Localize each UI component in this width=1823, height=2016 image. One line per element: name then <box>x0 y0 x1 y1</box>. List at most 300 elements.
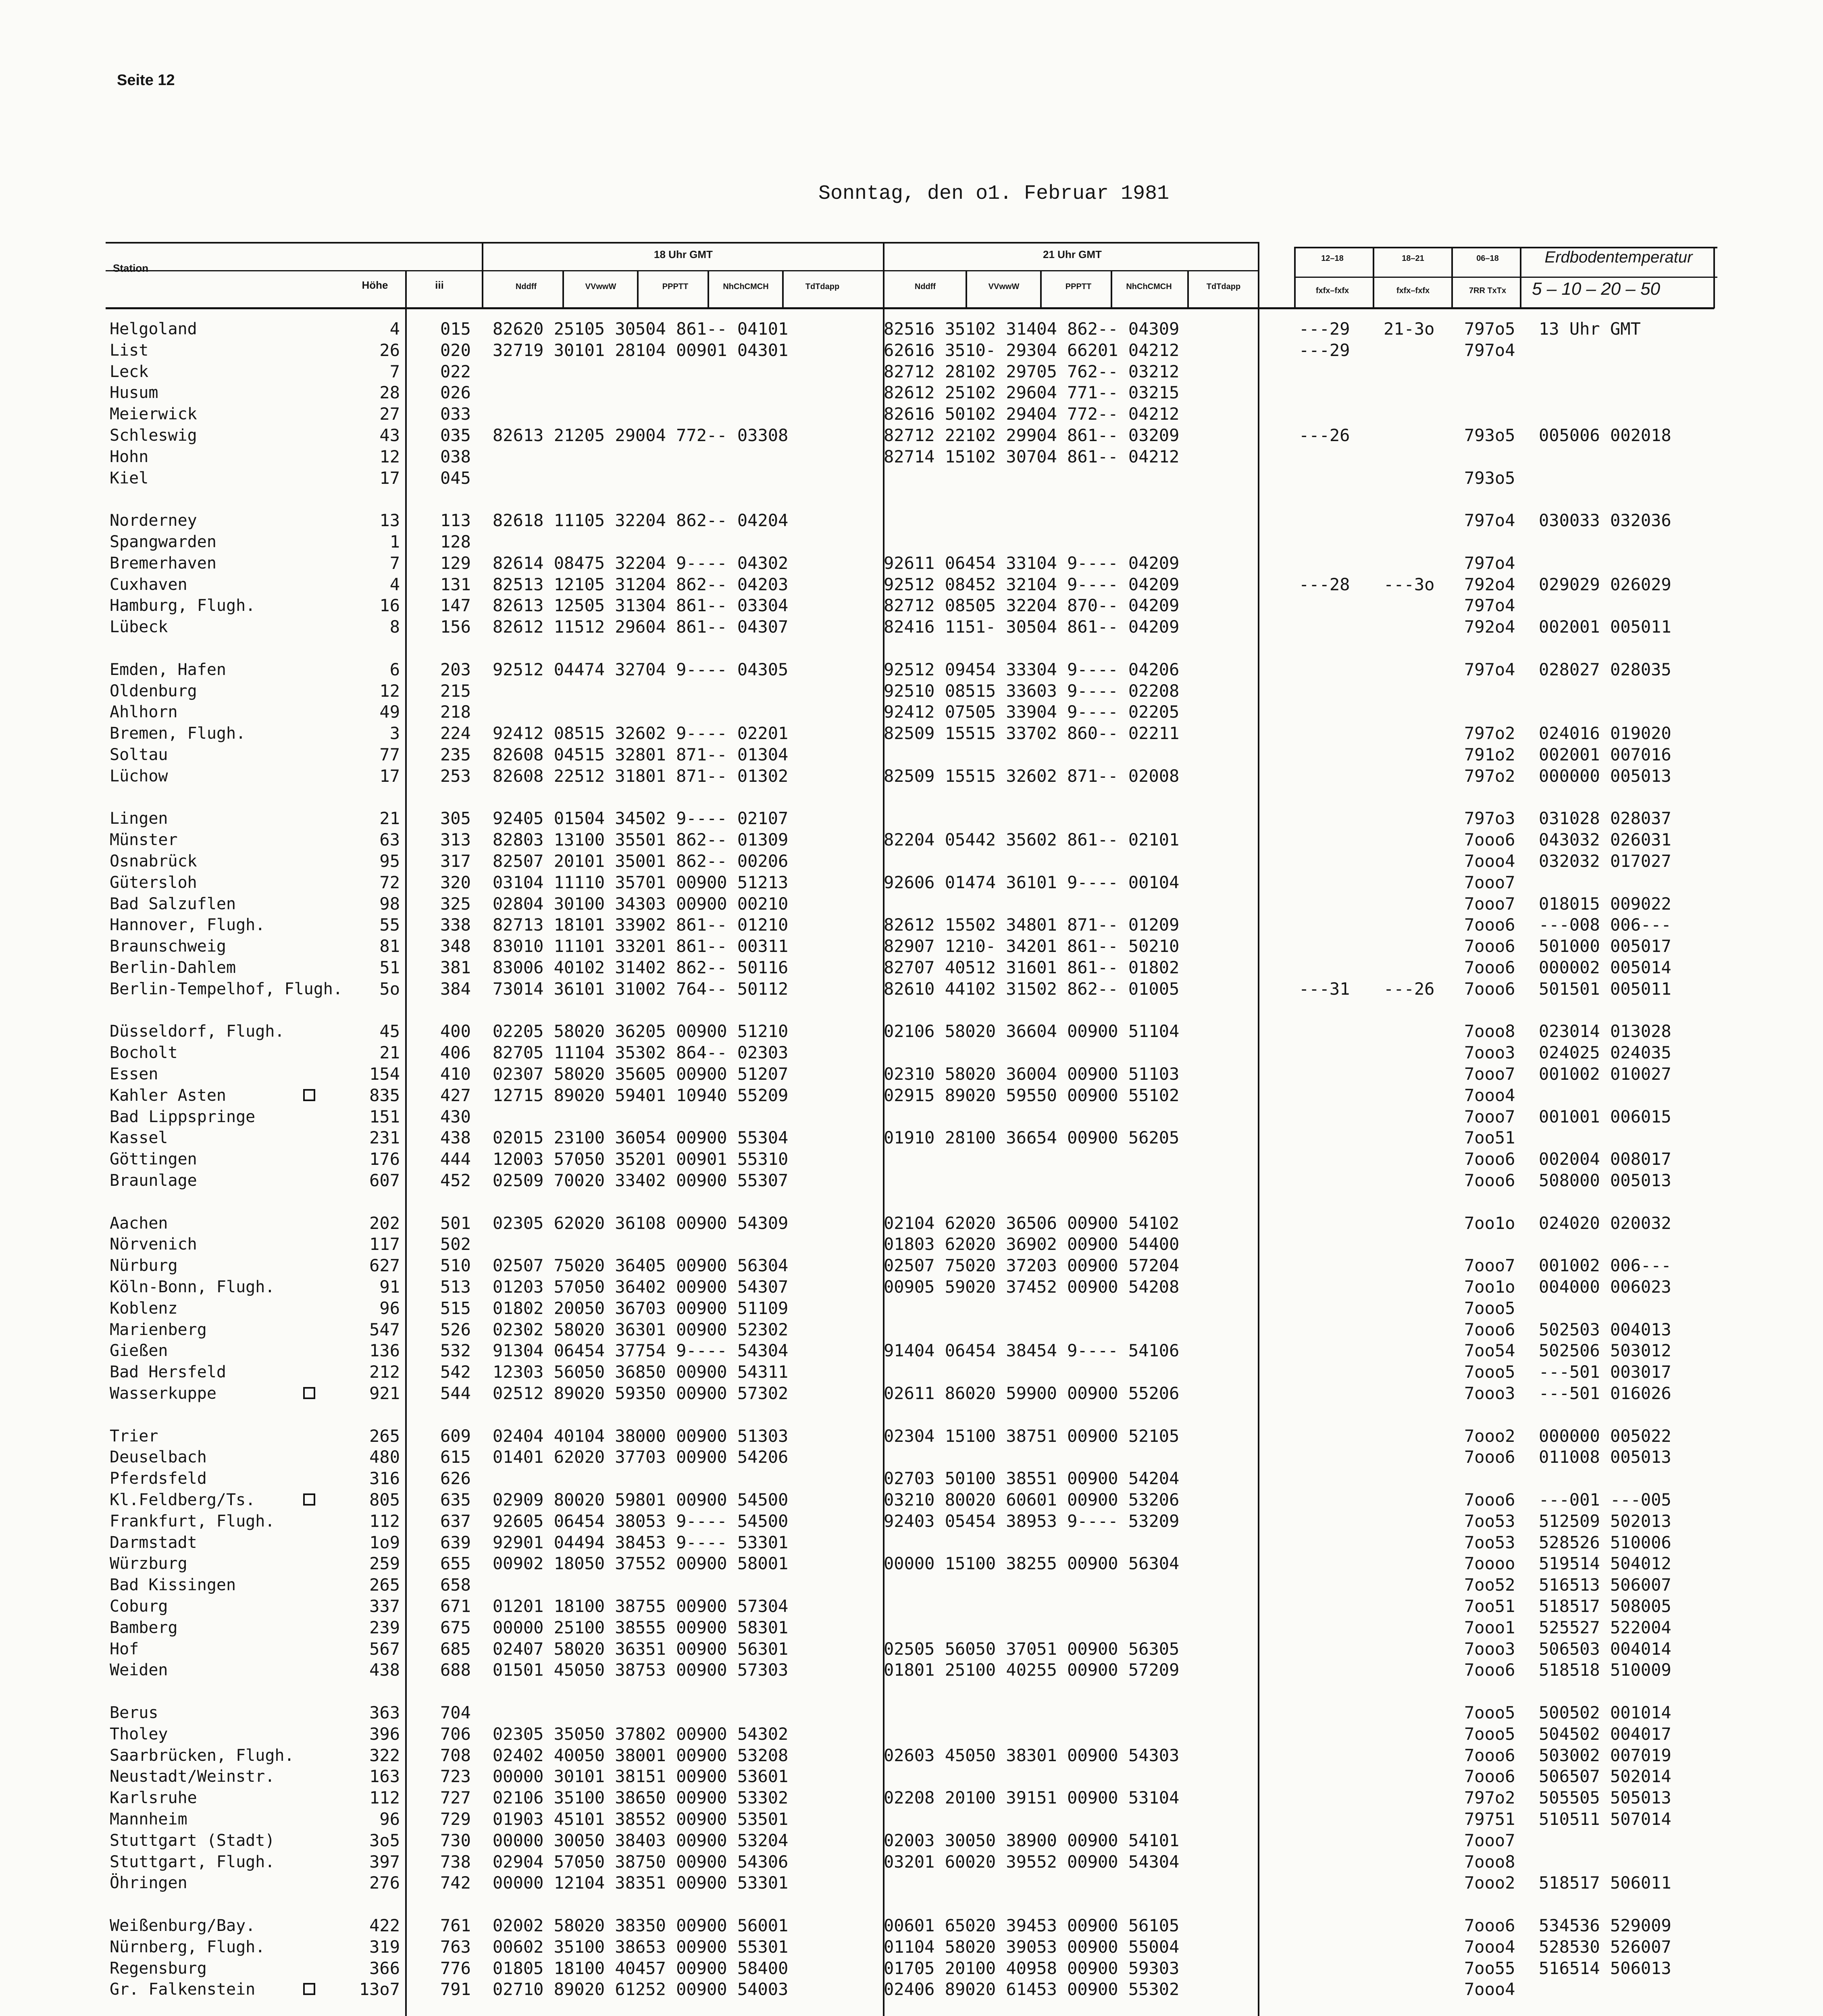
obs-21-uhr: 82616 50102 29404 772-- 04212 <box>884 404 1180 424</box>
obs-21-uhr: 02106 58020 36604 00900 51104 <box>884 1021 1180 1041</box>
obs-18-uhr: 12303 56050 36850 00900 54311 <box>493 1362 789 1382</box>
table-row <box>110 1702 1718 1723</box>
obs-18-uhr: 92412 08515 32602 9---- 02201 <box>493 723 789 743</box>
station-iii: 742 <box>440 1873 471 1893</box>
col-21-clouds: NhChCMCH <box>1126 282 1172 291</box>
station-iii: 727 <box>440 1788 471 1808</box>
station-name: Frankfurt, Flugh. <box>110 1512 275 1531</box>
value-12-18: ---26 <box>1299 425 1350 445</box>
obs-21-uhr: 02304 15100 38751 00900 52105 <box>884 1426 1180 1446</box>
table-row <box>110 425 1718 446</box>
obs-18-uhr: 82612 11512 29604 861-- 04307 <box>493 617 789 637</box>
obs-18-uhr: 82620 25105 30504 861-- 04101 <box>493 319 789 339</box>
obs-18-uhr: 02507 75020 36405 00900 56304 <box>493 1256 789 1275</box>
station-iii: 502 <box>440 1234 471 1254</box>
station-hoehe: 28 <box>379 383 400 402</box>
station-hoehe: 4 <box>389 319 400 339</box>
soil-temperature: 024020 020032 <box>1539 1213 1671 1233</box>
obs-21-uhr: 82907 1210- 34201 861-- 50210 <box>884 936 1180 956</box>
station-hoehe: 397 <box>369 1852 400 1872</box>
station-hoehe: 55 <box>379 915 400 935</box>
station-name: Gießen <box>110 1341 168 1360</box>
station-iii: 671 <box>440 1596 471 1616</box>
header-top-rule <box>106 242 1259 244</box>
station-iii: 015 <box>440 319 471 339</box>
station-iii: 706 <box>440 1724 471 1744</box>
station-iii: 515 <box>440 1298 471 1318</box>
soil-temperature: 024025 024035 <box>1539 1043 1671 1062</box>
value-06-18: 7ooo8 <box>1464 1852 1515 1872</box>
station-iii: 510 <box>440 1256 471 1275</box>
station-name: Bad Kissingen <box>110 1576 236 1594</box>
obs-18-uhr: 82507 20101 35001 862-- 00206 <box>493 851 789 871</box>
open-square-icon <box>303 1387 315 1399</box>
soil-temperature: 005006 002018 <box>1539 425 1671 445</box>
station-iii: 609 <box>440 1426 471 1446</box>
value-06-18: 7ooo6 <box>1464 1916 1515 1935</box>
station-hoehe: 363 <box>369 1703 400 1722</box>
station-hoehe: 921 <box>369 1383 400 1403</box>
value-06-18: 7ooo5 <box>1464 1298 1515 1318</box>
value-06-18: 797o4 <box>1464 660 1515 679</box>
soil-temperature: 032032 017027 <box>1539 851 1671 871</box>
station-hoehe: 81 <box>379 936 400 956</box>
value-06-18: 791o2 <box>1464 745 1515 764</box>
obs-18-uhr: 02305 35050 37802 00900 54302 <box>493 1724 789 1744</box>
obs-18-uhr: 02015 23100 36054 00900 55304 <box>493 1128 789 1148</box>
station-name: Berus <box>110 1704 158 1722</box>
station-iii: 526 <box>440 1320 471 1339</box>
station-iii: 129 <box>440 553 471 573</box>
sep <box>1520 247 1521 308</box>
table-row <box>110 1085 1718 1106</box>
obs-21-uhr: 01705 20100 40958 00900 59303 <box>884 1958 1180 1978</box>
table-row <box>110 744 1718 765</box>
table-row <box>110 851 1718 872</box>
station-name: Lübeck <box>110 618 168 636</box>
station-name: Trier <box>110 1427 158 1445</box>
obs-18-uhr: 01903 45101 38552 00900 53501 <box>493 1809 789 1829</box>
station-name: Husum <box>110 383 158 402</box>
station-iii: 113 <box>440 510 471 530</box>
obs-21-uhr: 92403 05454 38953 9---- 53209 <box>884 1511 1180 1531</box>
station-hoehe: 17 <box>379 766 400 786</box>
soil-temperature: 023014 013028 <box>1539 1021 1671 1041</box>
table-row <box>110 808 1718 829</box>
station-name: Göttingen <box>110 1150 197 1168</box>
station-iii: 438 <box>440 1128 471 1148</box>
obs-18-uhr: 02002 58020 38350 00900 56001 <box>493 1916 789 1935</box>
station-hoehe: 316 <box>369 1468 400 1488</box>
table-row <box>110 1170 1718 1191</box>
table-row <box>110 531 1718 552</box>
obs-21-uhr: 02507 75020 37203 00900 57204 <box>884 1256 1180 1275</box>
table-row <box>110 574 1718 595</box>
soil-temperature: 516514 506013 <box>1539 1958 1671 1978</box>
table-row <box>110 1830 1718 1851</box>
soil-temperature: 506507 502014 <box>1539 1766 1671 1786</box>
value-06-18: 7oo55 <box>1464 1958 1515 1978</box>
station-name: Koblenz <box>110 1299 178 1318</box>
station-name: Würzburg <box>110 1554 187 1573</box>
obs-21-uhr: 92510 08515 33603 9---- 02208 <box>884 681 1180 701</box>
table-row <box>110 1937 1718 1958</box>
sep <box>1451 247 1453 308</box>
obs-21-uhr: 00000 15100 38255 00900 56304 <box>884 1554 1180 1573</box>
value-06-18: 7ooo6 <box>1464 1149 1515 1169</box>
obs-18-uhr: 01203 57050 36402 00900 54307 <box>493 1277 789 1297</box>
obs-21-uhr: 82712 08505 32204 870-- 04209 <box>884 596 1180 615</box>
station-hoehe: 117 <box>369 1234 400 1254</box>
soil-temperature: 501501 005011 <box>1539 979 1671 999</box>
station-name: List <box>110 341 149 360</box>
station-hoehe: 96 <box>379 1298 400 1318</box>
station-hoehe: 202 <box>369 1213 400 1233</box>
station-iii: 215 <box>440 681 471 701</box>
obs-21-uhr: 00601 65020 39453 00900 56105 <box>884 1916 1180 1935</box>
col-21-tdtd: TdTdapp <box>1206 282 1241 291</box>
obs-21-uhr: 82610 44102 31502 862-- 01005 <box>884 979 1180 999</box>
obs-18-uhr: 92512 04474 32704 9---- 04305 <box>493 660 789 679</box>
station-iii: 675 <box>440 1618 471 1637</box>
value-06-18: 7ooo7 <box>1464 873 1515 892</box>
value-06-18: 7ooo5 <box>1464 1724 1515 1744</box>
obs-18-uhr: 02904 57050 38750 00900 54306 <box>493 1852 789 1872</box>
obs-21-uhr: 92611 06454 33104 9---- 04209 <box>884 553 1180 573</box>
station-iii: 427 <box>440 1085 471 1105</box>
soil-temperature: 028027 028035 <box>1539 660 1671 679</box>
obs-18-uhr: 01401 62020 37703 00900 54206 <box>493 1447 789 1467</box>
station-name: Bremerhaven <box>110 554 216 573</box>
station-iii: 763 <box>440 1937 471 1957</box>
station-hoehe: 480 <box>369 1447 400 1467</box>
station-name: Saarbrücken, Flugh. <box>110 1746 294 1765</box>
station-name: Stuttgart, Flugh. <box>110 1853 275 1871</box>
obs-21-uhr: 82707 40512 31601 861-- 01802 <box>884 958 1180 977</box>
station-hoehe: 17 <box>379 468 400 488</box>
header-bottom-rule <box>106 307 1714 309</box>
obs-18-uhr: 82713 18101 33902 861-- 01210 <box>493 915 789 935</box>
station-hoehe: 265 <box>369 1426 400 1446</box>
obs-21-uhr: 02703 50100 38551 00900 54204 <box>884 1468 1180 1488</box>
value-06-18: 797o4 <box>1464 340 1515 360</box>
value-06-18: 797o4 <box>1464 596 1515 615</box>
soil-temperature: 504502 004017 <box>1539 1724 1671 1744</box>
station-iii: 348 <box>440 936 471 956</box>
station-iii: 444 <box>440 1149 471 1169</box>
station-hoehe: 805 <box>369 1490 400 1510</box>
table-row <box>110 659 1718 680</box>
table-row <box>110 1915 1718 1936</box>
obs-18-uhr: 01501 45050 38753 00900 57303 <box>493 1660 789 1680</box>
soil-temperature: ---008 006--- <box>1539 915 1671 935</box>
station-hoehe: 49 <box>379 702 400 722</box>
obs-18-uhr: 91304 06454 37754 9---- 54304 <box>493 1341 789 1360</box>
obs-18-uhr: 92605 06454 38053 9---- 54500 <box>493 1511 789 1531</box>
soil-temperature: 516513 506007 <box>1539 1575 1671 1595</box>
station-name: Braunschweig <box>110 937 226 956</box>
value-06-18: 7oo51 <box>1464 1596 1515 1616</box>
date-line: Sonntag, den o1. Februar 1981 <box>818 182 1170 205</box>
value-06-18: 7ooo6 <box>1464 1490 1515 1510</box>
station-iii: 544 <box>440 1383 471 1403</box>
station-name: Berlin-Dahlem <box>110 958 236 977</box>
table-row <box>110 468 1718 489</box>
soil-temperature: 512509 502013 <box>1539 1511 1671 1531</box>
station-name: Darmstadt <box>110 1533 197 1552</box>
obs-21-uhr: 91404 06454 38454 9---- 54106 <box>884 1341 1180 1360</box>
table-row <box>110 1468 1718 1489</box>
obs-18-uhr: 00000 12104 38351 00900 53301 <box>493 1873 789 1893</box>
soil-temperature: 502503 004013 <box>1539 1320 1671 1339</box>
sep <box>1713 247 1715 308</box>
table-row <box>110 872 1718 893</box>
station-hoehe: 276 <box>369 1873 400 1893</box>
col-18-ppptt: PPPTT <box>662 282 689 291</box>
col-header-hoehe: Höhe <box>362 279 388 291</box>
station-hoehe: 322 <box>369 1745 400 1765</box>
sep <box>482 242 483 308</box>
soil-temperature: 011008 005013 <box>1539 1447 1671 1467</box>
station-name: Nürnberg, Flugh. <box>110 1938 265 1956</box>
table-row <box>110 1106 1718 1127</box>
soil-temperature: 000000 005022 <box>1539 1426 1671 1446</box>
obs-18-uhr: 03104 11110 35701 00900 51213 <box>493 873 789 892</box>
station-name: Hamburg, Flugh. <box>110 596 256 615</box>
table-row <box>110 1277 1718 1297</box>
sep <box>883 242 884 308</box>
value-12-18: ---29 <box>1299 340 1350 360</box>
col-header-12-18: 12–18 <box>1321 254 1344 263</box>
table-row <box>110 829 1718 850</box>
station-hoehe: 231 <box>369 1128 400 1148</box>
station-iii: 033 <box>440 404 471 424</box>
station-hoehe: 567 <box>369 1639 400 1659</box>
table-row <box>110 595 1718 616</box>
table-row <box>110 979 1718 1000</box>
station-name: Tholey <box>110 1725 168 1743</box>
station-hoehe: 63 <box>379 830 400 850</box>
value-06-18: 7ooo4 <box>1464 1937 1515 1957</box>
station-name: Bremen, Flugh. <box>110 724 246 743</box>
table-row <box>110 1809 1718 1830</box>
value-12-18: ---29 <box>1299 319 1350 339</box>
header-mid-rule <box>106 270 1259 271</box>
station-name: Karlsruhe <box>110 1789 197 1807</box>
obs-18-uhr: 02404 40104 38000 00900 51303 <box>493 1426 789 1446</box>
station-hoehe: 319 <box>369 1937 400 1957</box>
obs-18-uhr: 02106 35100 38650 00900 53302 <box>493 1788 789 1808</box>
station-hoehe: 72 <box>379 873 400 892</box>
table-row <box>110 446 1718 467</box>
value-06-18: 7ooo6 <box>1464 1660 1515 1680</box>
station-name: Münster <box>110 831 178 849</box>
station-iii: 313 <box>440 830 471 850</box>
col-21-vvwww: VVwwW <box>988 282 1020 291</box>
station-name: Gr. Falkenstein <box>110 1980 256 1999</box>
value-06-18: 7ooo6 <box>1464 915 1515 935</box>
value-06-18: 7oo53 <box>1464 1511 1515 1531</box>
col-18-vvwww: VVwwW <box>585 282 616 291</box>
station-iii: 738 <box>440 1852 471 1872</box>
value-06-18: 7ooo7 <box>1464 1107 1515 1127</box>
obs-21-uhr: 62616 3510- 29304 66201 04212 <box>884 340 1180 360</box>
value-06-18: 7ooo5 <box>1464 1703 1515 1722</box>
obs-21-uhr: 92606 01474 36101 9---- 00104 <box>884 873 1180 892</box>
station-name: Braunlage <box>110 1171 197 1190</box>
station-name: Oldenburg <box>110 682 197 700</box>
station-hoehe: 154 <box>369 1064 400 1084</box>
station-iii: 305 <box>440 808 471 828</box>
value-06-18: 7ooo4 <box>1464 1085 1515 1105</box>
col-header-18-uhr: 18 Uhr GMT <box>654 248 713 260</box>
station-name: Soltau <box>110 746 168 764</box>
table-row <box>110 1596 1718 1617</box>
soil-temperature: 505505 505013 <box>1539 1788 1671 1808</box>
value-06-18: 7ooo7 <box>1464 894 1515 914</box>
station-iii: 729 <box>440 1809 471 1829</box>
station-iii: 658 <box>440 1575 471 1595</box>
station-iii: 430 <box>440 1107 471 1127</box>
value-06-18: 7ooo6 <box>1464 958 1515 977</box>
sep <box>637 270 639 308</box>
value-06-18: 7ooo6 <box>1464 979 1515 999</box>
soil-temperature: 030033 032036 <box>1539 510 1671 530</box>
station-iii: 542 <box>440 1362 471 1382</box>
table-row <box>110 766 1718 787</box>
soil-temperature: 001001 006015 <box>1539 1107 1671 1127</box>
table-row <box>110 1064 1718 1085</box>
obs-21-uhr: 82204 05442 35602 861-- 02101 <box>884 830 1180 850</box>
table-row <box>110 1234 1718 1255</box>
table-row <box>110 1660 1718 1681</box>
obs-21-uhr: 01803 62020 36902 00900 54400 <box>884 1234 1180 1254</box>
table-row <box>110 1872 1718 1893</box>
station-hoehe: 8 <box>389 617 400 637</box>
station-iii: 626 <box>440 1468 471 1488</box>
value-06-18: 7oooo <box>1464 1554 1515 1573</box>
table-row <box>110 361 1718 382</box>
obs-18-uhr: 02509 70020 33402 00900 55307 <box>493 1170 789 1190</box>
station-iii: 723 <box>440 1766 471 1786</box>
sep <box>1187 270 1189 308</box>
table-row <box>110 1447 1718 1468</box>
station-name: Kl.Feldberg/Ts. <box>110 1491 256 1509</box>
soil-temperature: 002001 005011 <box>1539 617 1671 637</box>
station-iii: 637 <box>440 1511 471 1531</box>
station-hoehe: 366 <box>369 1958 400 1978</box>
obs-21-uhr: 82712 22102 29904 861-- 03209 <box>884 425 1180 445</box>
station-hoehe: 112 <box>369 1511 400 1531</box>
station-iii: 035 <box>440 425 471 445</box>
col-18-tdtd: TdTdapp <box>805 282 840 291</box>
station-hoehe: 98 <box>379 894 400 914</box>
value-06-18: 7ooo1 <box>1464 1618 1515 1637</box>
obs-21-uhr: 02003 30050 38900 00900 54101 <box>884 1831 1180 1850</box>
station-iii: 704 <box>440 1703 471 1722</box>
soil-temperature: 510511 507014 <box>1539 1809 1671 1829</box>
station-iii: 147 <box>440 596 471 615</box>
value-06-18: 7ooo4 <box>1464 1979 1515 1999</box>
station-hoehe: 607 <box>369 1170 400 1190</box>
obs-18-uhr: 12715 89020 59401 10940 55209 <box>493 1085 789 1105</box>
table-row <box>110 510 1718 531</box>
table-row <box>110 553 1718 574</box>
value-06-18: 7ooo3 <box>1464 1043 1515 1062</box>
station-hoehe: 12 <box>379 681 400 701</box>
station-iii: 381 <box>440 958 471 977</box>
soil-temperature: ---501 003017 <box>1539 1362 1671 1382</box>
value-06-18: 793o5 <box>1464 425 1515 445</box>
soil-temperature: 534536 529009 <box>1539 1916 1671 1935</box>
obs-18-uhr: 02302 58020 36301 00900 52302 <box>493 1320 789 1339</box>
station-iii: 410 <box>440 1064 471 1084</box>
station-hoehe: 7 <box>389 553 400 573</box>
value-06-18: 7ooo6 <box>1464 1745 1515 1765</box>
sub-12-18: fxfx–fxfx <box>1315 286 1349 295</box>
obs-18-uhr: 82618 11105 32204 862-- 04204 <box>493 510 789 530</box>
value-12-18: ---31 <box>1299 979 1350 999</box>
station-name: Marienberg <box>110 1320 207 1339</box>
value-06-18: 7ooo8 <box>1464 1021 1515 1041</box>
soil-temperature: ---001 ---005 <box>1539 1490 1671 1510</box>
station-name: Coburg <box>110 1597 168 1616</box>
obs-18-uhr: 02307 58020 35605 00900 51207 <box>493 1064 789 1084</box>
station-hoehe: 13o7 <box>359 1979 400 1999</box>
soil-temperature: 500502 001014 <box>1539 1703 1671 1722</box>
station-hoehe: 239 <box>369 1618 400 1637</box>
value-06-18: 7oo53 <box>1464 1533 1515 1552</box>
station-hoehe: 212 <box>369 1362 400 1382</box>
station-hoehe: 27 <box>379 404 400 424</box>
obs-18-uhr: 00602 35100 38653 00900 55301 <box>493 1937 789 1957</box>
station-iii: 406 <box>440 1043 471 1062</box>
station-name: Meierwick <box>110 405 197 423</box>
col-18-nddff: Nddff <box>515 282 537 291</box>
station-iii: 655 <box>440 1554 471 1573</box>
station-hoehe: 136 <box>369 1341 400 1360</box>
table-row <box>110 319 1718 339</box>
station-iii: 452 <box>440 1170 471 1190</box>
value-18-21: 21-3o <box>1384 319 1435 339</box>
station-hoehe: 163 <box>369 1766 400 1786</box>
value-06-18: 7ooo6 <box>1464 830 1515 850</box>
table-row <box>110 1340 1718 1361</box>
soil-temperature: 000002 005014 <box>1539 958 1671 977</box>
obs-18-uhr: 82613 21205 29004 772-- 03308 <box>493 425 789 445</box>
value-06-18: 7ooo6 <box>1464 1766 1515 1786</box>
table-row <box>110 1766 1718 1787</box>
station-iii: 038 <box>440 447 471 467</box>
value-18-21: ---3o <box>1384 575 1435 594</box>
col-header-erdboden: Erdbodentemperatur <box>1544 248 1693 266</box>
station-name: Stuttgart (Stadt) <box>110 1831 275 1850</box>
obs-18-uhr: 02305 62020 36108 00900 54309 <box>493 1213 789 1233</box>
station-name: Mannheim <box>110 1810 187 1829</box>
value-06-18: 7oo1o <box>1464 1213 1515 1233</box>
value-06-18: 797o2 <box>1464 766 1515 786</box>
col-header-18-21: 18–21 <box>1402 254 1424 263</box>
value-06-18: 797o4 <box>1464 510 1515 530</box>
station-name: Weiden <box>110 1661 168 1679</box>
station-hoehe: 422 <box>369 1916 400 1935</box>
obs-18-uhr: 02407 58020 36351 00900 56301 <box>493 1639 789 1659</box>
station-hoehe: 151 <box>369 1107 400 1127</box>
soil-temperature: 519514 504012 <box>1539 1554 1671 1573</box>
obs-18-uhr: 02804 30100 34303 00900 00210 <box>493 894 789 914</box>
table-row <box>110 1255 1718 1276</box>
station-name: Pferdsfeld <box>110 1469 207 1488</box>
